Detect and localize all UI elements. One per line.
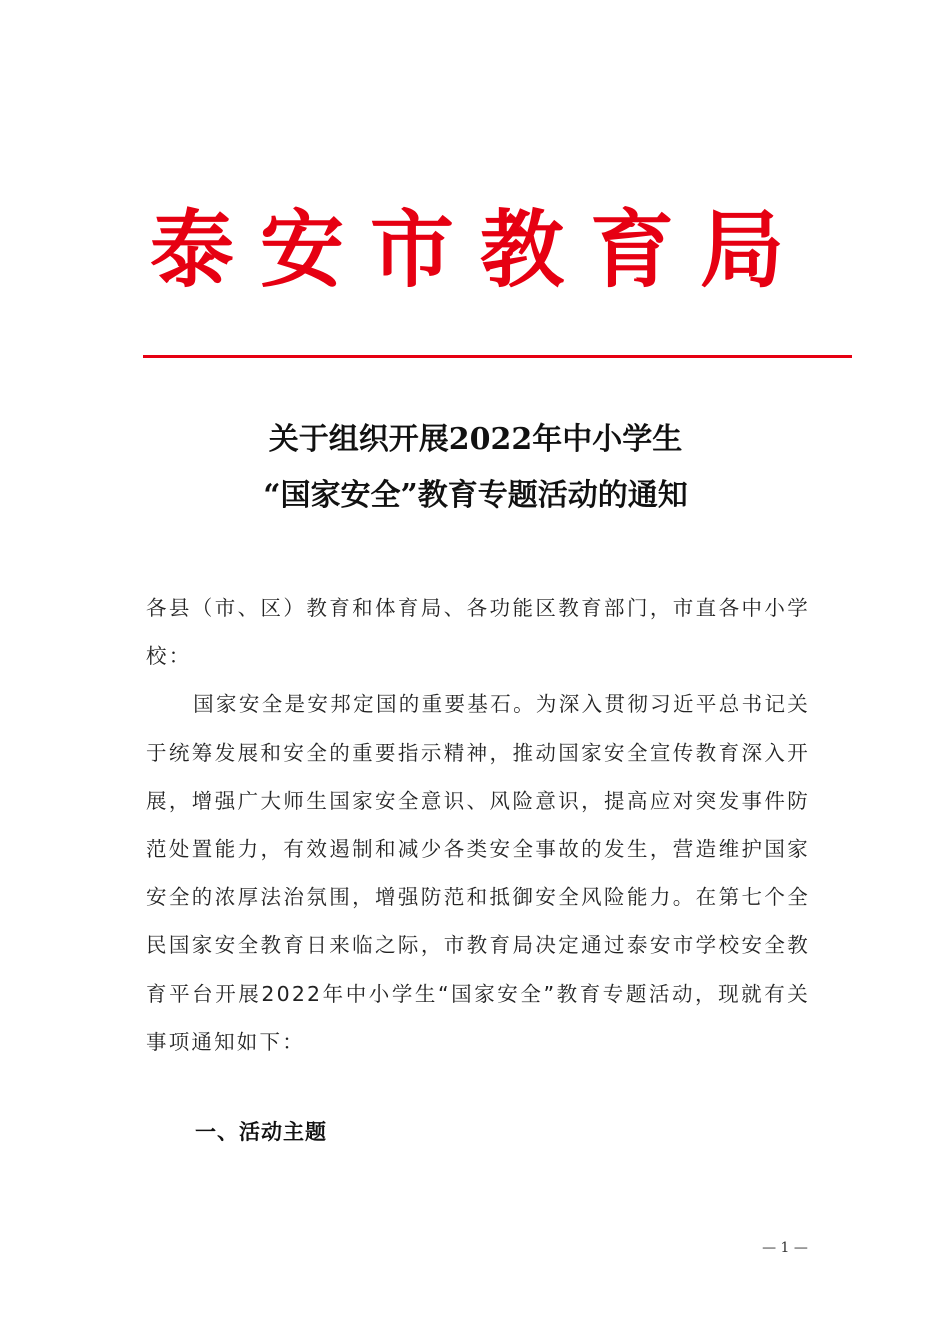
page-number: — 1 — — [762, 1240, 808, 1256]
document-title-line-2: “国家安全”教育专题活动的通知 — [263, 478, 688, 513]
section-heading-1: 一、活动主题 — [195, 1120, 327, 1144]
document-body — [146, 584, 810, 1066]
salutation: 各县（市、区）教育和体育局、各功能区教育部门，市直各中小学校： — [146, 596, 810, 669]
body-paragraph-1: 国家安全是安邦定国的重要基石。为深入贯彻习近平总书记关于统筹发展和安全的重要指示精神，推动国家安全宣传教育深入开展，增强广大师生国家安全意识、风险意识，提高应对突发事件防范处置能力，有效遏制和减少各类安全事故的发生，营造维护国家安全的浓厚法治氛围，增强防范和抵御安全风险能力。在第七个全民国家安全教育日来临之际，市教育局决定通过泰安市学校安全教育平台开展2022年中小学生“国家安全”教育专题活动，现就有关事项通知如下： — [146, 692, 810, 1054]
issuer-letterhead: 泰安市教育局 — [149, 200, 810, 299]
letterhead-red-rule — [143, 355, 852, 358]
document-title — [143, 412, 808, 524]
document-title-line-1: 关于组织开展2022年中小学生 — [268, 422, 683, 457]
